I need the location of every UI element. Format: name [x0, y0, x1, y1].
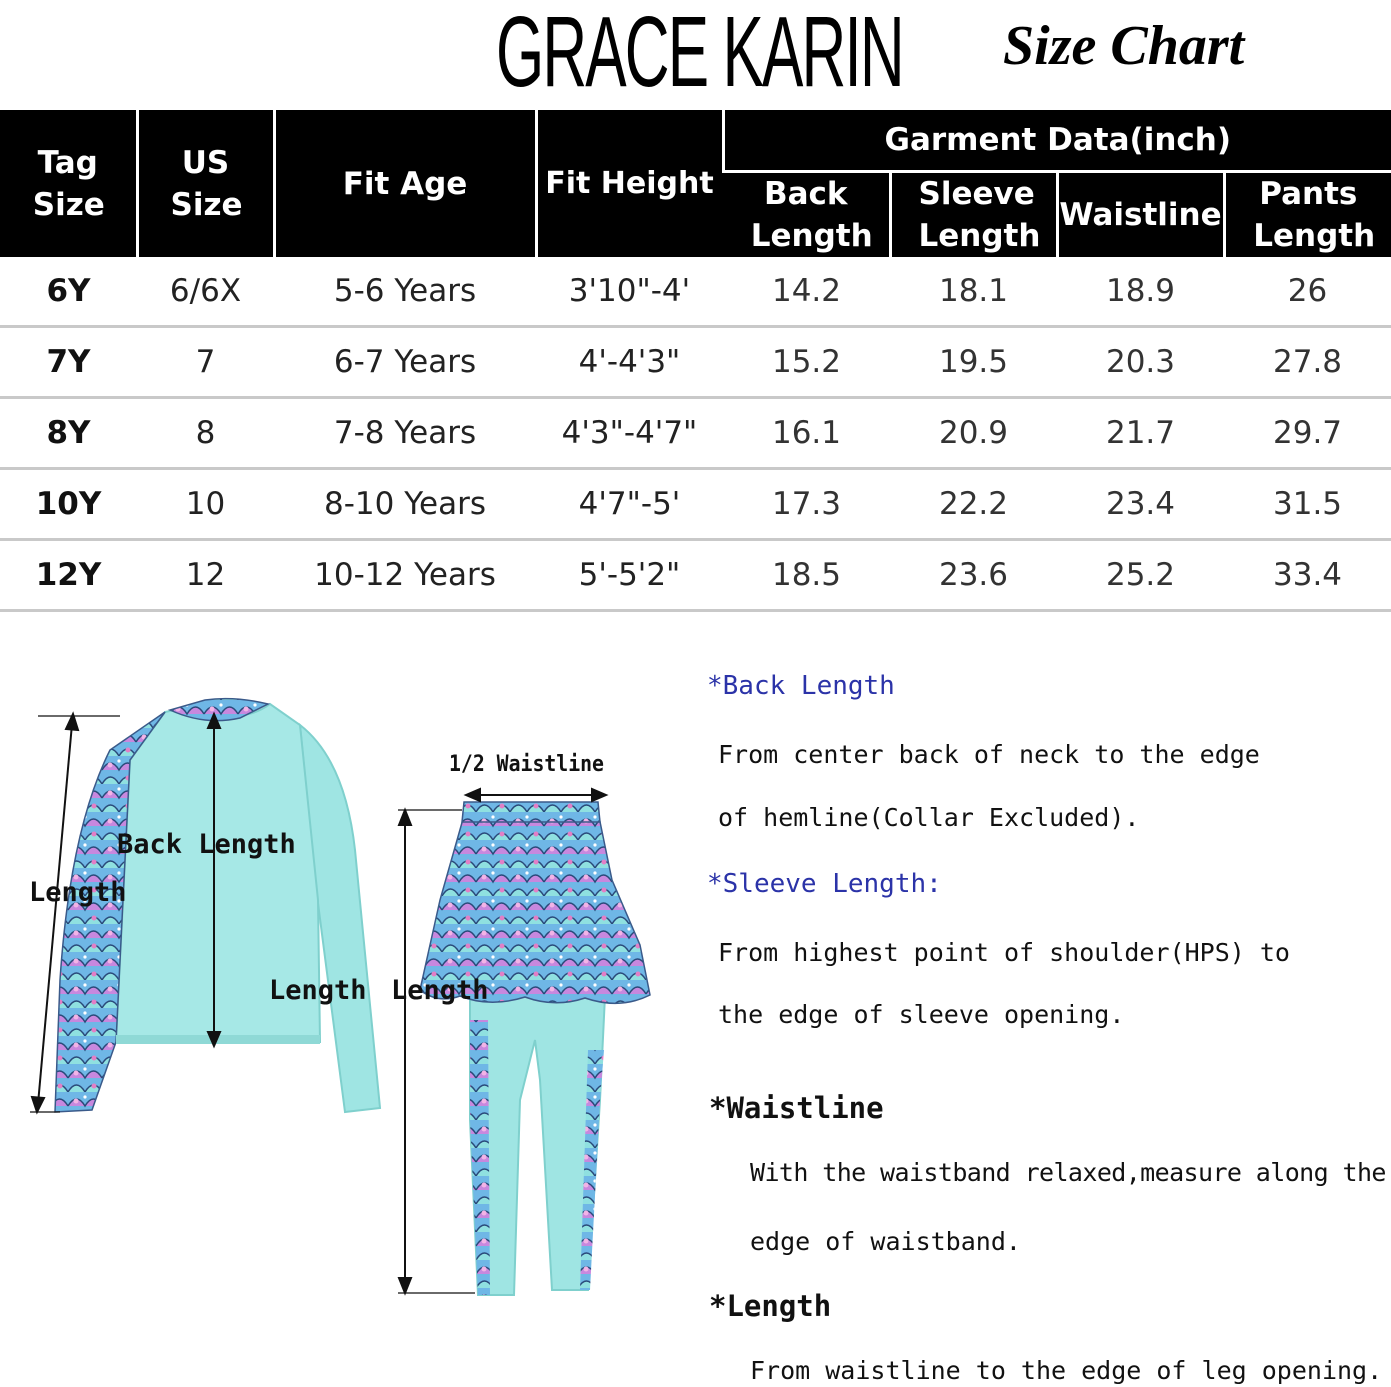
cell-us: 12	[137, 540, 274, 611]
cell-pants: 27.8	[1224, 327, 1391, 398]
cell-tag: 8Y	[0, 398, 137, 469]
cell-age: 5-6 Years	[274, 257, 536, 327]
page-title: Size Chart	[1003, 15, 1245, 77]
cell-pants: 31.5	[1224, 469, 1391, 540]
label-pants-length: Length	[391, 975, 489, 1006]
cell-sleeve: 23.6	[890, 540, 1057, 611]
def-waistline-line1: With the waistband relaxed,measure along the	[750, 1158, 1386, 1187]
cell-waist: 20.3	[1057, 327, 1224, 398]
brand-logo	[496, 0, 916, 108]
def-waistline-heading: *Waistline	[709, 1091, 884, 1125]
cell-waist: 18.9	[1057, 257, 1224, 327]
label-half-waistline: 1/2 Waistline	[449, 752, 604, 777]
cell-waist: 23.4	[1057, 469, 1224, 540]
def-sleeve-length-line1: From highest point of shoulder(HPS) to	[718, 938, 1290, 967]
cell-age: 6-7 Years	[274, 327, 536, 398]
table-row	[0, 398, 1391, 469]
table-row	[0, 327, 1391, 398]
label-back-length: Back Length	[117, 829, 296, 860]
cell-sleeve: 18.1	[890, 257, 1057, 327]
cell-back: 15.2	[723, 327, 890, 398]
header-garment-data: Garment Data(inch)	[723, 110, 1391, 172]
cell-waist: 21.7	[1057, 398, 1224, 469]
def-back-length-line1: From center back of neck to the edge	[718, 740, 1260, 769]
cell-back: 14.2	[723, 257, 890, 327]
cell-pants: 33.4	[1224, 540, 1391, 611]
header-fit-height: Fit Height	[536, 110, 723, 257]
skirted-leggings-illustration	[420, 802, 650, 1295]
cell-age: 10-12 Years	[274, 540, 536, 611]
table-row	[0, 469, 1391, 540]
def-sleeve-length-heading: *Sleeve Length:	[707, 869, 942, 899]
cell-sleeve: 19.5	[890, 327, 1057, 398]
cell-back: 18.5	[723, 540, 890, 611]
def-back-length-line2: of hemline(Collar Excluded).	[718, 803, 1140, 832]
def-length-heading: *Length	[709, 1289, 832, 1323]
size-table	[0, 110, 1391, 612]
cell-height: 3'10"-4'	[536, 257, 723, 327]
def-length-line1: From waistline to the edge of leg opening.	[750, 1356, 1383, 1385]
cell-us: 7	[137, 327, 274, 398]
cell-us: 6/6X	[137, 257, 274, 327]
cell-tag: 7Y	[0, 327, 137, 398]
header-pants-length: Pants Length	[1224, 172, 1391, 258]
def-back-length-heading: *Back Length	[707, 671, 895, 701]
brand-name: GRACE KARIN	[496, 0, 903, 108]
cell-tag: 10Y	[0, 469, 137, 540]
cell-age: 8-10 Years	[274, 469, 536, 540]
header-sleeve-length: Sleeve Length	[890, 172, 1057, 258]
cell-tag: 12Y	[0, 540, 137, 611]
header-waistline: Waistline	[1057, 172, 1224, 258]
cell-sleeve: 20.9	[890, 398, 1057, 469]
label-length-left: Length	[29, 877, 127, 908]
header-fit-age: Fit Age	[274, 110, 536, 257]
cell-height: 4'7"-5'	[536, 469, 723, 540]
cell-us: 10	[137, 469, 274, 540]
cell-pants: 26	[1224, 257, 1391, 327]
cell-height: 4'-4'3"	[536, 327, 723, 398]
table-row	[0, 257, 1391, 327]
cell-back: 16.1	[723, 398, 890, 469]
cell-height: 4'3"-4'7"	[536, 398, 723, 469]
cell-height: 5'-5'2"	[536, 540, 723, 611]
cell-pants: 29.7	[1224, 398, 1391, 469]
cell-sleeve: 22.2	[890, 469, 1057, 540]
def-sleeve-length-line2: the edge of sleeve opening.	[718, 1000, 1125, 1029]
cell-waist: 25.2	[1057, 540, 1224, 611]
cell-us: 8	[137, 398, 274, 469]
cell-back: 17.3	[723, 469, 890, 540]
label-sleeve-length: Length	[269, 975, 367, 1006]
cell-tag: 6Y	[0, 257, 137, 327]
header-tag-size: Tag Size	[0, 110, 137, 257]
table-row	[0, 540, 1391, 611]
cell-age: 7-8 Years	[274, 398, 536, 469]
header-back-length: Back Length	[723, 172, 890, 258]
header-us-size: US Size	[137, 110, 274, 257]
def-waistline-line2: edge of waistband.	[750, 1227, 1021, 1256]
